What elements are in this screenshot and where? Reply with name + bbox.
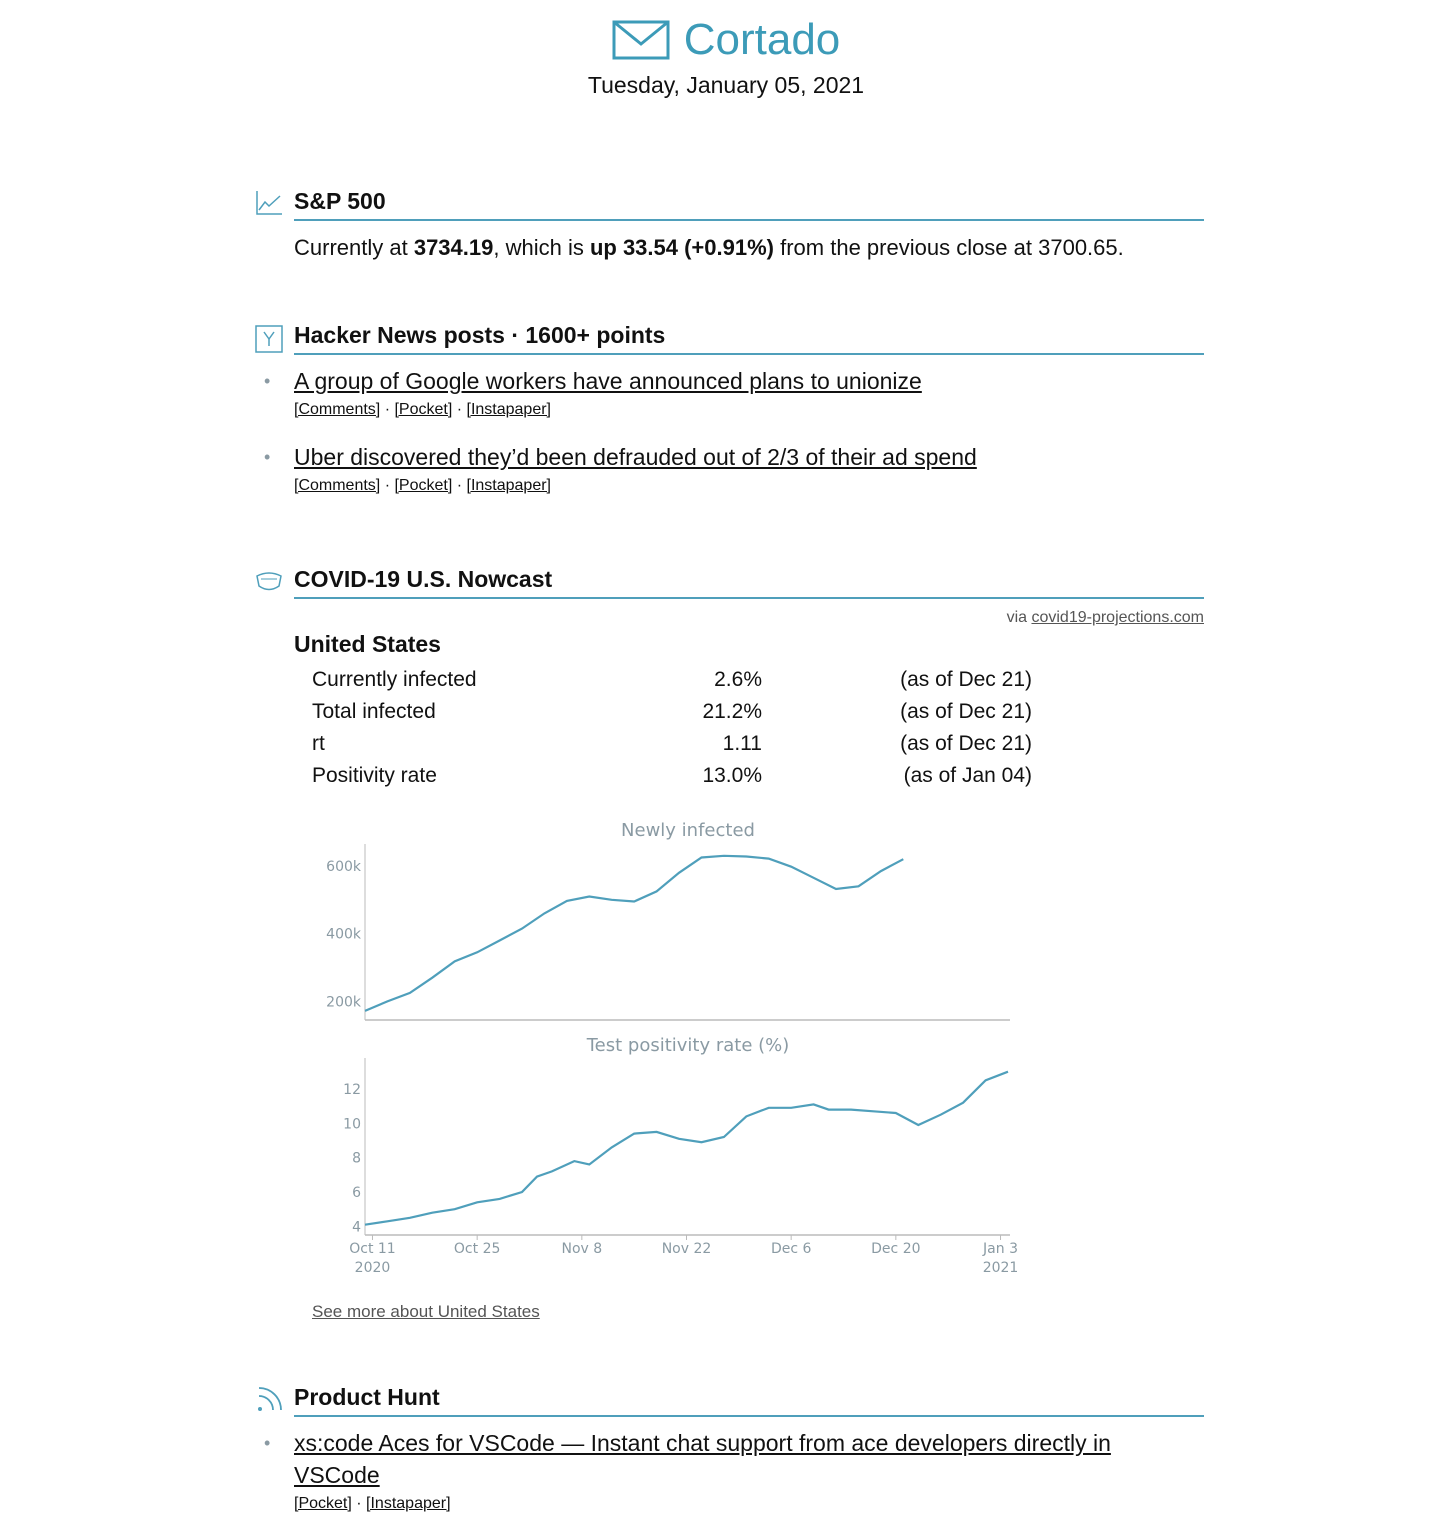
- comments-link[interactable]: [Comments]: [294, 477, 381, 494]
- pocket-link[interactable]: [Pocket]: [294, 1495, 352, 1512]
- pocket-link[interactable]: [Pocket]: [394, 401, 453, 418]
- y-tick-label: 6: [352, 1185, 361, 1202]
- bullet: •: [264, 1433, 271, 1453]
- x-tick-year-label: 2020: [354, 1260, 391, 1276]
- producthunt-section: [254, 1384, 1204, 1513]
- hn-post-link-1[interactable]: A group of Google workers have announced plans to unionize: [294, 368, 922, 394]
- stat-name: Currently infected: [312, 668, 477, 691]
- region-heading: United States: [294, 631, 441, 657]
- y-tick-label: 8: [352, 1150, 361, 1167]
- y-tick-label: 600k: [326, 859, 361, 875]
- bullet: •: [264, 371, 271, 391]
- producthunt-post-list: [254, 1427, 1204, 1513]
- separator: ·: [351, 1495, 367, 1512]
- separator: ·: [380, 477, 395, 494]
- pocket-link[interactable]: [Pocket]: [394, 477, 453, 494]
- stat-date: (as of Dec 21): [900, 732, 1032, 755]
- x-tick-label: Dec 20: [871, 1241, 921, 1257]
- separator: ·: [452, 401, 467, 418]
- hn-post-link-2[interactable]: Uber discovered they’d been defrauded out of 2/3 of their ad spend: [294, 444, 977, 470]
- stat-date: (as of Jan 04): [903, 764, 1032, 787]
- instapaper-link[interactable]: [Instapaper]: [466, 477, 551, 494]
- producthunt-title: Product Hunt: [294, 1384, 1204, 1417]
- covid-title: COVID-19 U.S. Nowcast: [294, 566, 1204, 599]
- stat-name: Positivity rate: [312, 764, 437, 787]
- source-link[interactable]: covid19-projections.com: [1031, 609, 1204, 626]
- via-prefix: via: [1006, 609, 1032, 626]
- rss-icon: [254, 1384, 284, 1414]
- chart-title: Test positivity rate (%): [586, 1035, 790, 1056]
- brand-name: Cortado: [683, 15, 841, 64]
- see-more-link[interactable]: See more about United States: [312, 1302, 540, 1321]
- producthunt-header: [254, 1384, 1204, 1417]
- list-item: [254, 1427, 1204, 1513]
- bullet: •: [264, 447, 271, 467]
- stat-date: (as of Dec 21): [900, 668, 1032, 691]
- y-tick-label: 12: [343, 1081, 361, 1098]
- newly-infected-chart: [326, 820, 1010, 1020]
- chart-title: Newly infected: [621, 820, 755, 841]
- sp500-change: up 33.54 (+0.91%): [589, 235, 774, 260]
- separator: ·: [452, 477, 467, 494]
- sp500-suffix: from the previous close at 3700.65.: [774, 235, 1124, 260]
- stat-value: 13.0%: [702, 764, 762, 787]
- stat-value: 21.2%: [702, 700, 762, 723]
- sp500-current: 3734.19: [413, 235, 494, 260]
- x-tick-label: Nov 8: [561, 1241, 603, 1257]
- separator: ·: [380, 401, 395, 418]
- stat-name: Total infected: [312, 700, 436, 723]
- hn-title: Hacker News posts · 1600+ points: [294, 322, 1204, 355]
- newly-infected-series-line: [365, 856, 903, 1011]
- x-tick-label: Jan 3: [983, 1241, 1018, 1257]
- y-tick-label: 400k: [326, 926, 361, 943]
- stat-value: 1.11: [722, 732, 762, 755]
- x-tick-label: Nov 22: [661, 1241, 712, 1257]
- x-tick-label: Dec 6: [770, 1241, 812, 1257]
- producthunt-post-link-1[interactable]: xs:code Aces for VSCode — Instant chat support from ace developers directly in VSCode: [294, 1430, 1111, 1488]
- instapaper-link[interactable]: [Instapaper]: [366, 1495, 451, 1512]
- instapaper-link[interactable]: [Instapaper]: [466, 401, 551, 418]
- stat-value: 2.6%: [714, 668, 762, 691]
- stat-date: (as of Dec 21): [900, 700, 1032, 723]
- x-tick-label: Oct 25: [453, 1241, 501, 1257]
- comments-link[interactable]: [Comments]: [294, 401, 381, 418]
- stat-name: rt: [312, 732, 325, 755]
- producthunt-post-links-1: [294, 1495, 1164, 1513]
- positivity-series-line: [365, 1072, 1008, 1225]
- y-tick-label: 4: [352, 1219, 361, 1236]
- y-tick-label: 10: [343, 1116, 361, 1133]
- sp500-mid: , which is: [493, 235, 590, 260]
- positivity-chart: [343, 1035, 1018, 1276]
- x-tick-year-label: 2021: [982, 1260, 1019, 1276]
- sp500-title: S&P 500: [294, 188, 1204, 221]
- sp500-prefix: Currently at: [294, 235, 414, 260]
- y-tick-label: 200k: [326, 994, 361, 1011]
- x-tick-label: Oct 11: [349, 1241, 396, 1257]
- issue-date: Tuesday, January 05, 2021: [587, 72, 865, 98]
